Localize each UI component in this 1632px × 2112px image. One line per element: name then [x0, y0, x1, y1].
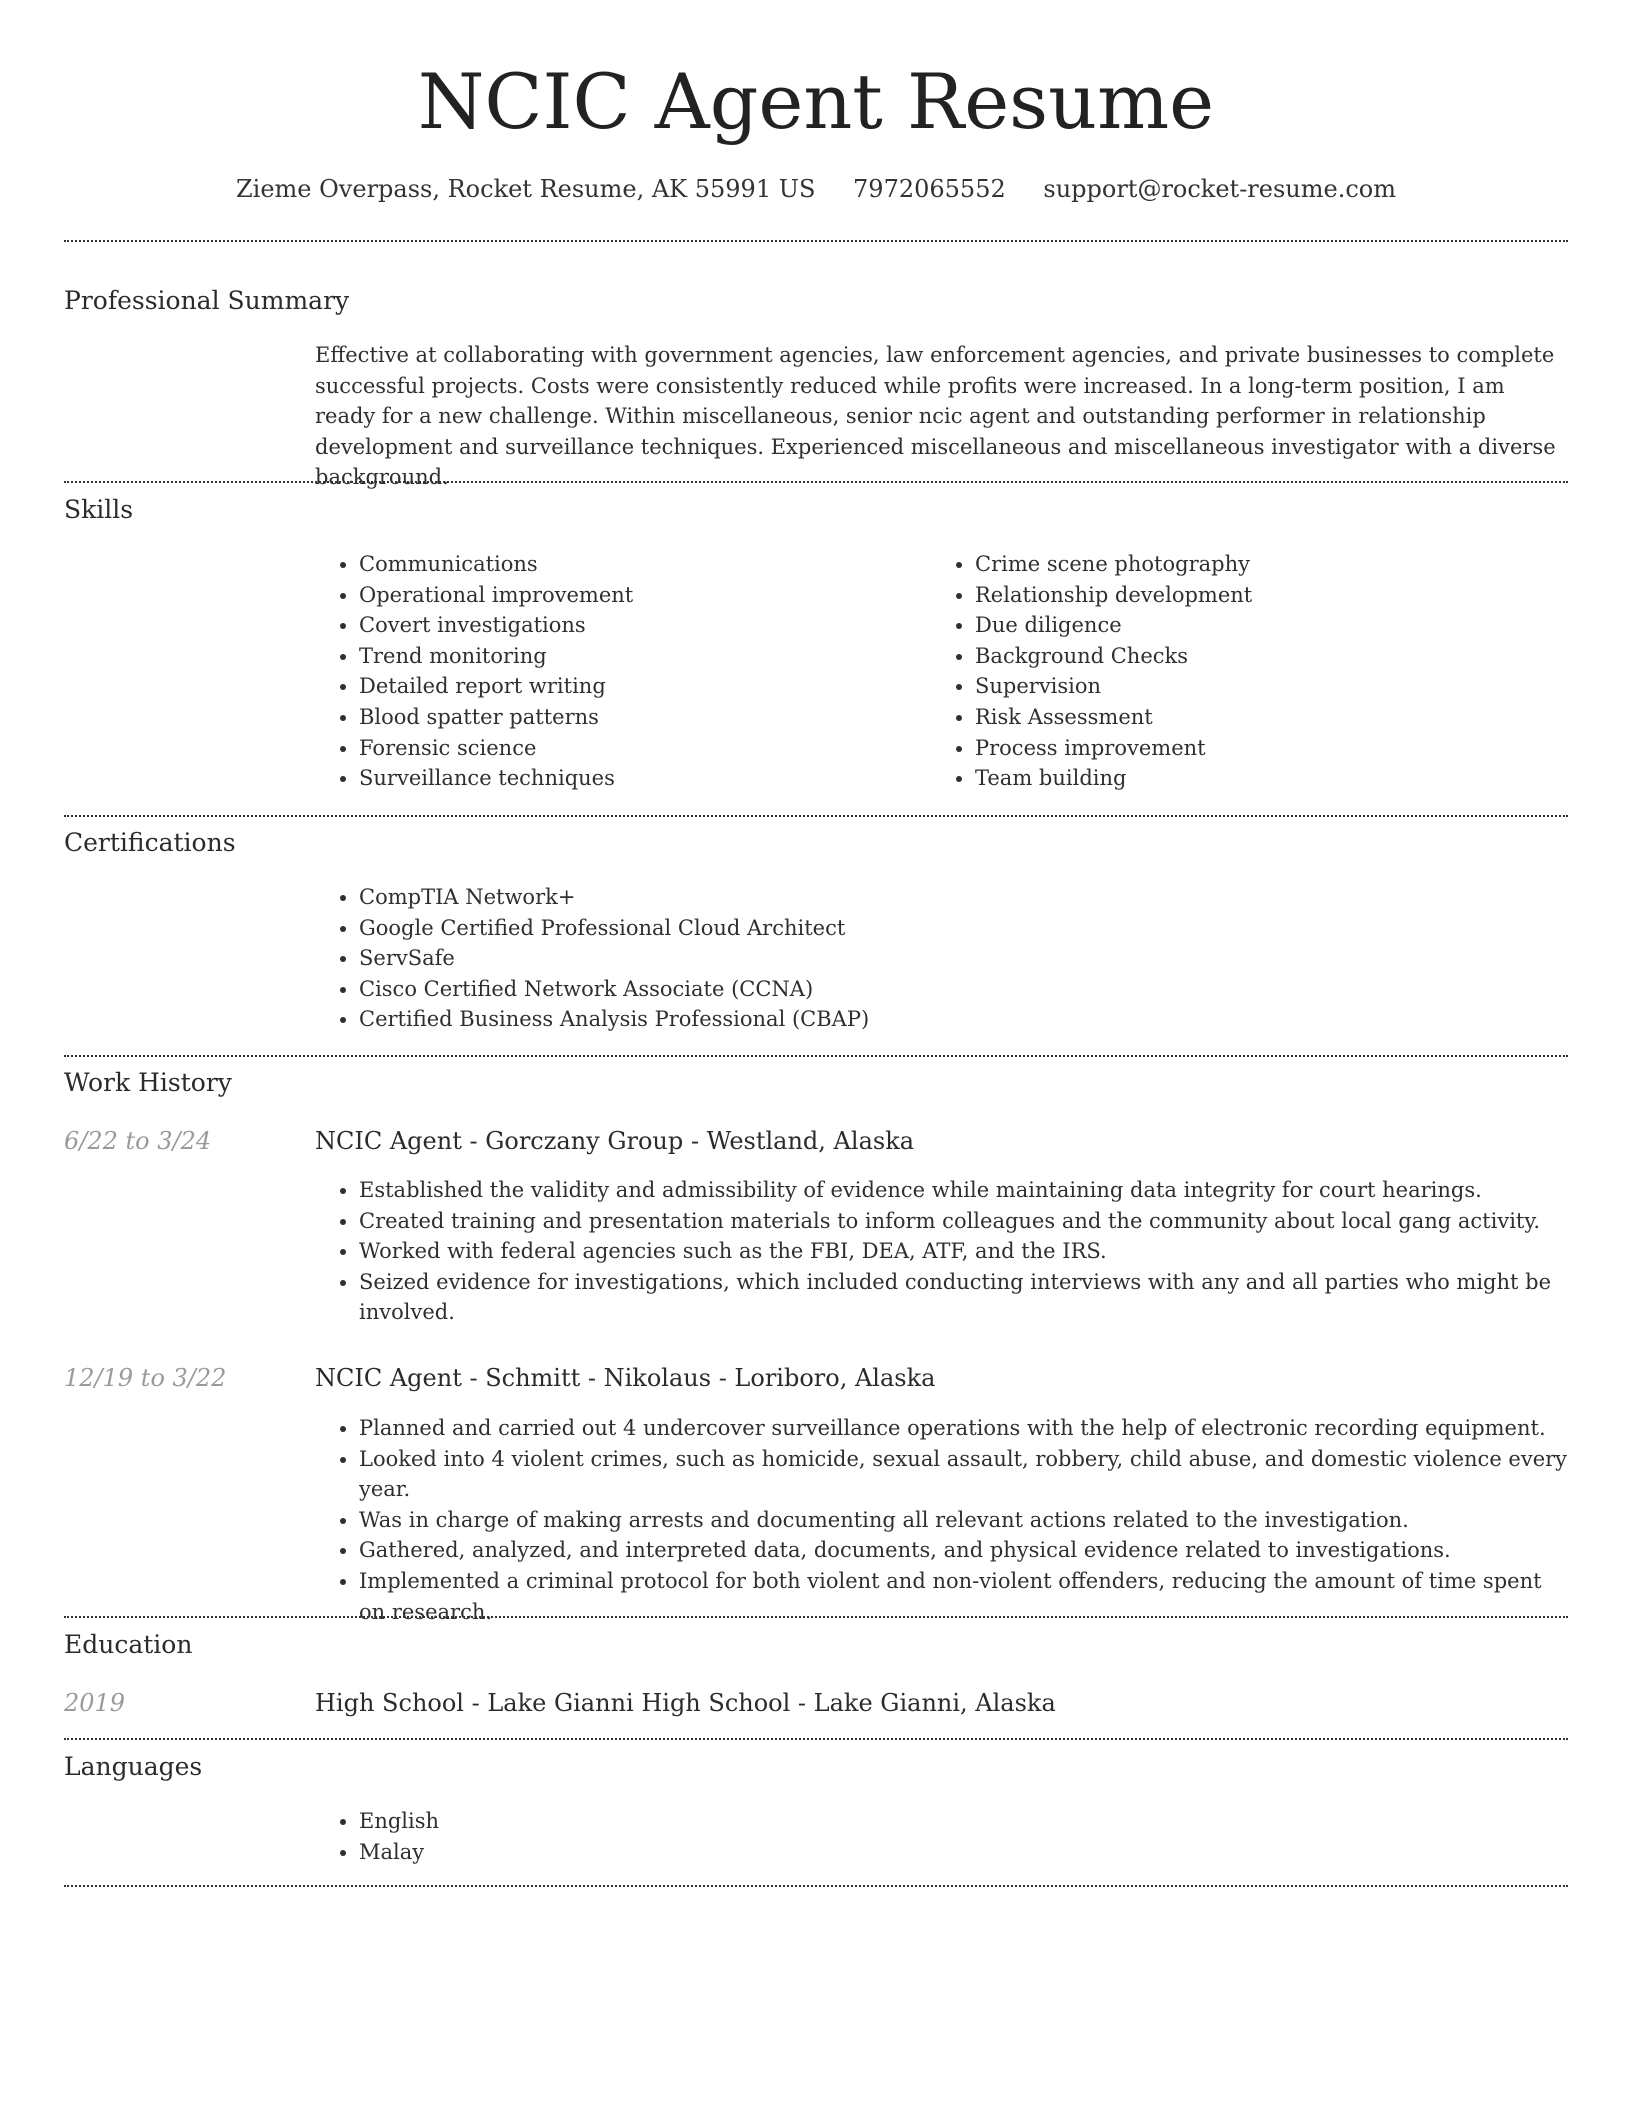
divider: [64, 240, 1568, 242]
resume-title: NCIC Agent Resume: [417, 57, 1215, 146]
job-bullet: • Planned and carried out 4 undercover surveillance operations with the help of electronic recording equipment.: [359, 1413, 1568, 1444]
job-bullets: [315, 1413, 1568, 1627]
certifications-list: [315, 882, 1559, 1035]
job-bullet: • Implemented a criminal protocol for both violent and non-violent offenders, reducing the amount of time spent on research.: [359, 1566, 1568, 1627]
skill-item: • Due diligence: [975, 610, 1575, 641]
contact-line: [64, 170, 1568, 208]
skills-list-right: [931, 549, 1575, 794]
languages-list: [315, 1806, 959, 1867]
job-dates: 12/19 to 3/22: [64, 1364, 227, 1392]
language-item: • Malay: [359, 1837, 959, 1868]
contact-phone: 7972065552: [853, 175, 1006, 203]
certification-item: • Cisco Certified Network Associate (CCNA): [359, 974, 1559, 1005]
skill-item: • Forensic science: [359, 733, 919, 764]
divider: [64, 1055, 1568, 1057]
section-title-skills: Skills: [64, 495, 134, 524]
job-title: NCIC Agent - Gorczany Group - Westland, Alaska: [315, 1127, 915, 1155]
skill-item: • Detailed report writing: [359, 671, 919, 702]
skill-item: • Blood spatter patterns: [359, 702, 919, 733]
job-title: NCIC Agent - Schmitt - Nikolaus - Loriboro, Alaska: [315, 1364, 936, 1392]
certification-item: • Certified Business Analysis Professional (CBAP): [359, 1004, 1559, 1035]
divider: [64, 1885, 1568, 1887]
education-year: 2019: [64, 1689, 126, 1717]
job-bullet: • Gathered, analyzed, and interpreted data, documents, and physical evidence related to investigations.: [359, 1535, 1568, 1566]
job-dates: 6/22 to 3/24: [64, 1127, 212, 1155]
skill-item: • Process improvement: [975, 733, 1575, 764]
job-bullet: • Worked with federal agencies such as the FBI, DEA, ATF, and the IRS.: [359, 1236, 1568, 1267]
divider: [64, 815, 1568, 817]
skill-item: • Communications: [359, 549, 919, 580]
skill-item: • Background Checks: [975, 641, 1575, 672]
certification-item: • ServSafe: [359, 943, 1559, 974]
job-bullets: [315, 1175, 1568, 1328]
skill-item: • Relationship development: [975, 580, 1575, 611]
job-bullet: • Seized evidence for investigations, which included conducting interviews with any and all parties who might be involved.: [359, 1267, 1568, 1328]
section-title-education: Education: [64, 1630, 193, 1659]
skills-list-left: [315, 549, 919, 794]
skill-item: • Operational improvement: [359, 580, 919, 611]
job-bullet: • Was in charge of making arrests and documenting all relevant actions related to the investigation.: [359, 1505, 1568, 1536]
skill-item: • Covert investigations: [359, 610, 919, 641]
section-title-certifications: Certifications: [64, 828, 236, 857]
certification-item: • Google Certified Professional Cloud Architect: [359, 913, 1559, 944]
skill-item: • Supervision: [975, 671, 1575, 702]
job-bullet: • Looked into 4 violent crimes, such as homicide, sexual assault, robbery, child abuse, and domestic violence every year.: [359, 1444, 1568, 1505]
certification-item: • CompTIA Network+: [359, 882, 1559, 913]
section-title-summary: Professional Summary: [64, 286, 350, 315]
skill-item: • Surveillance techniques: [359, 763, 919, 794]
job-bullet: • Created training and presentation materials to inform colleagues and the community about local gang activity.: [359, 1206, 1568, 1237]
contact-email: support@rocket-resume.com: [1043, 175, 1396, 203]
summary-text: Effective at collaborating with government agencies, law enforcement agencies, and private businesses to complete successful projects. Costs were consistently reduced while profits were increased. In a long-term position, I am ready for a new challenge. Within miscellaneous, senior ncic agent and outstanding performer in relationship development and surveillance techniques. Experienced miscellaneous and miscellaneous investigator with a diverse background.: [315, 343, 1556, 490]
divider: [64, 1738, 1568, 1740]
divider: [64, 481, 1568, 483]
skill-item: • Trend monitoring: [359, 641, 919, 672]
skill-item: • Crime scene photography: [975, 549, 1575, 580]
language-item: • English: [359, 1806, 959, 1837]
section-title-languages: Languages: [64, 1752, 203, 1781]
divider: [64, 1616, 1568, 1618]
skill-item: • Risk Assessment: [975, 702, 1575, 733]
job-bullet: • Established the validity and admissibility of evidence while maintaining data integrity for court hearings.: [359, 1175, 1568, 1206]
skill-item: • Team building: [975, 763, 1575, 794]
section-title-work-history: Work History: [64, 1068, 232, 1097]
education-entry: High School - Lake Gianni High School - Lake Gianni, Alaska: [315, 1689, 1056, 1717]
contact-address: Zieme Overpass, Rocket Resume, AK 55991 US: [235, 175, 816, 203]
